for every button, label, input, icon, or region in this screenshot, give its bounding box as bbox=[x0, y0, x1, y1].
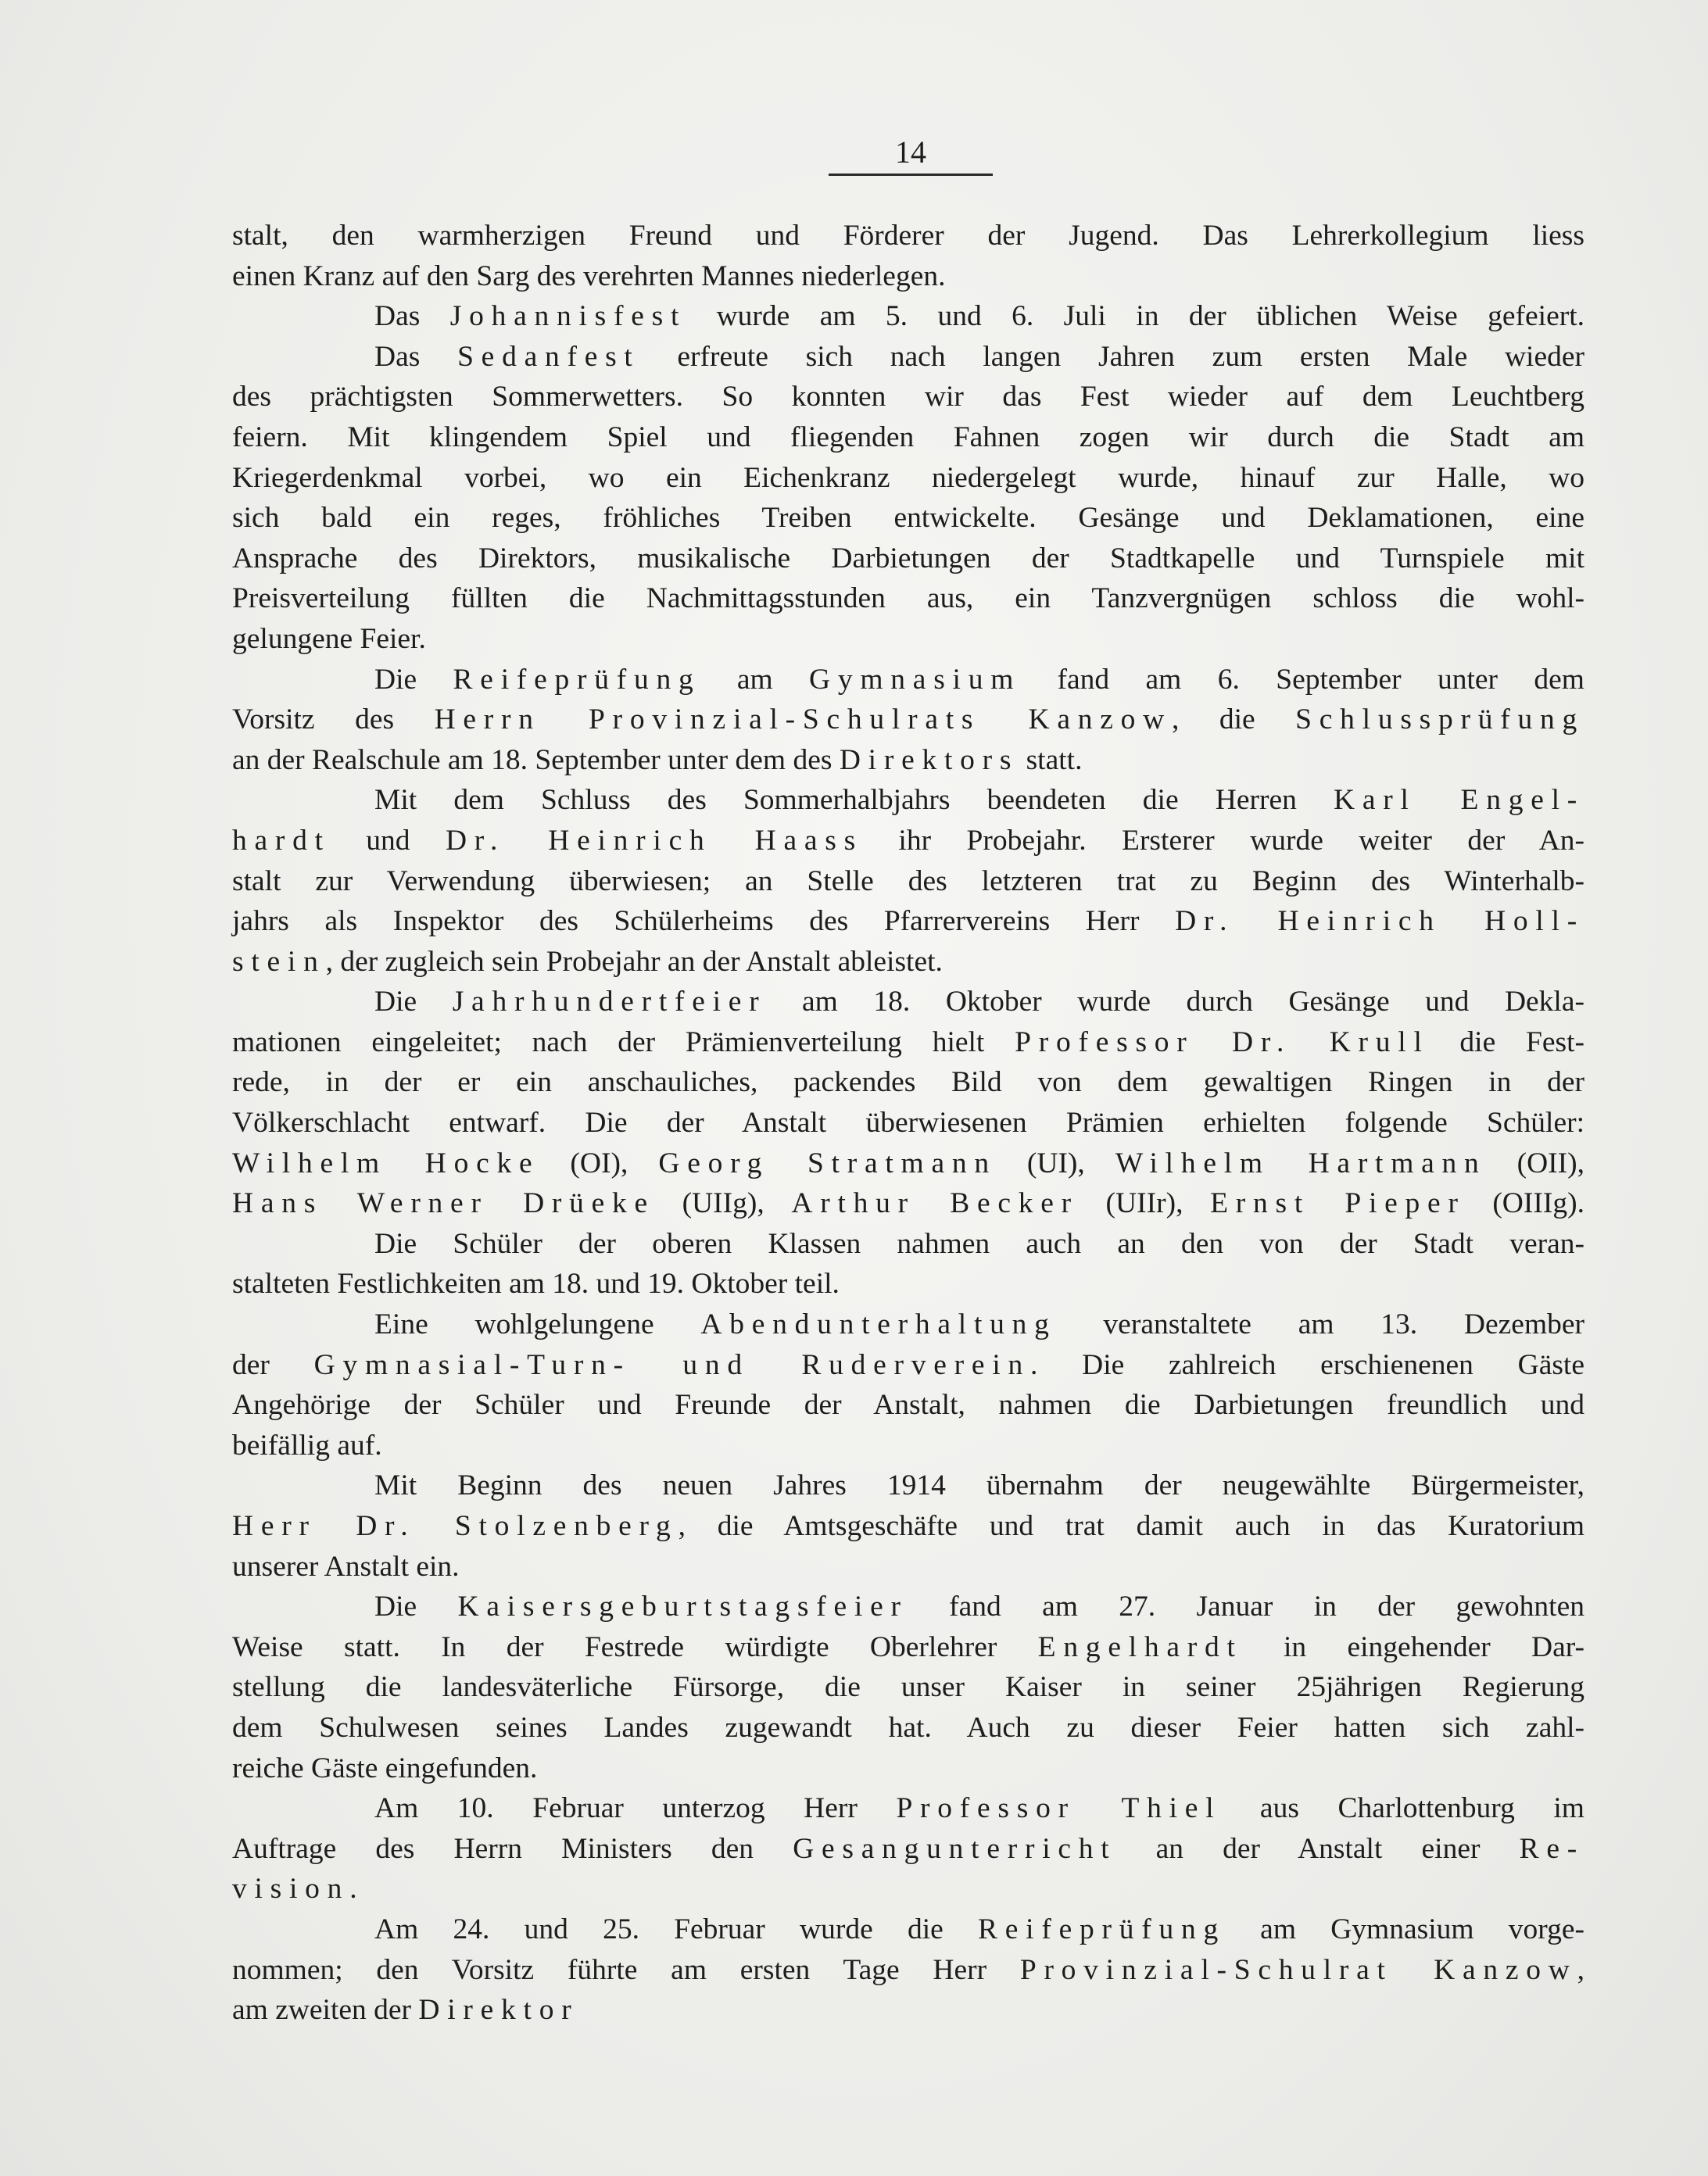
text-run: , die bbox=[1171, 703, 1296, 736]
spaced-emphasis: Provinzial-Schulrat Kanzow bbox=[1019, 1953, 1577, 1986]
text-run: am bbox=[700, 663, 810, 696]
text-run: des prächtigsten Sommerwetters. So konnten wir das Fest wieder auf dem Leuchtberg bbox=[232, 381, 1584, 413]
text-run: Die bbox=[374, 1591, 458, 1623]
text-run: am Gymnasium vorge- bbox=[1225, 1913, 1584, 1945]
text-line bbox=[232, 982, 1584, 1022]
text-line bbox=[232, 1103, 1584, 1143]
text-line bbox=[232, 1466, 1584, 1506]
text-run: stalt, den warmherzigen Freund und Förderer der Jugend. Das Lehrerkollegium liess bbox=[232, 220, 1584, 252]
text-run: an der Realschule am 18. September unter dem des bbox=[232, 743, 840, 776]
spaced-emphasis: Wilhelm Hartmann bbox=[1115, 1147, 1487, 1179]
text-run: rede, in der er ein anschauliches, packendes Bild von dem gewaltigen Ringen in der bbox=[232, 1066, 1584, 1099]
text-run: aus Charlottenburg im bbox=[1221, 1792, 1584, 1825]
text-run: Mit Beginn des neuen Jahres 1914 übernahm der neugewählte Bürgermeister, bbox=[374, 1469, 1584, 1502]
text-line bbox=[232, 1950, 1584, 1991]
text-run: der bbox=[232, 1348, 314, 1381]
text-run: Am 10. Februar unterzog Herr bbox=[374, 1792, 897, 1825]
text-line bbox=[232, 1748, 1584, 1789]
spaced-emphasis: Re- bbox=[1519, 1832, 1584, 1865]
page-number: 14 bbox=[895, 134, 926, 170]
text-run: Die Schüler der oberen Klassen nahmen auch an den von der Stadt veran- bbox=[374, 1227, 1584, 1260]
text-run: Das bbox=[374, 340, 458, 373]
text-line bbox=[232, 780, 1584, 821]
text-run: (UI), bbox=[996, 1147, 1115, 1179]
text-run: am zweiten der bbox=[232, 1994, 419, 2027]
text-line bbox=[232, 1506, 1584, 1547]
text-line bbox=[232, 901, 1584, 942]
text-run: die Fest- bbox=[1429, 1025, 1584, 1058]
spaced-emphasis: Kaisersgeburtstagsfeier bbox=[457, 1591, 908, 1623]
spaced-emphasis: Wilhelm Hocke bbox=[232, 1147, 540, 1179]
text-line bbox=[232, 821, 1584, 861]
spaced-emphasis: Gesangunterricht bbox=[793, 1832, 1117, 1865]
text-run: (OI), bbox=[539, 1147, 659, 1179]
text-run: . Die zahlreich erschienenen Gäste bbox=[1030, 1348, 1584, 1381]
spaced-emphasis: Direktor bbox=[418, 1994, 579, 2027]
text-run: Angehörige der Schüler und Freunde der Anstalt, nahmen die Darbietungen freundlich und bbox=[232, 1389, 1584, 1422]
text-run: wurde am 5. und 6. Juli in der üblichen Weise gefeiert. bbox=[686, 300, 1584, 333]
text-run: erfreute sich nach langen Jahren zum ersten Male wieder bbox=[639, 340, 1584, 373]
spaced-emphasis: Johannisfest bbox=[449, 300, 687, 333]
text-line bbox=[232, 1990, 1584, 2031]
spaced-emphasis: Engelhardt bbox=[1037, 1630, 1243, 1663]
spaced-emphasis: Dr. Heinrich Holl- bbox=[1175, 905, 1584, 938]
spaced-emphasis: Reifeprüfung bbox=[453, 663, 701, 696]
text-run: fand am 27. Januar in der gewohnten bbox=[908, 1591, 1584, 1623]
text-run: nommen; den Vorsitz führte am ersten Tage Herr bbox=[232, 1953, 1020, 1986]
text-run: , bbox=[1577, 1953, 1585, 1986]
text-run: , der zugleich sein Probejahr an der Anstalt ableistet. bbox=[325, 945, 943, 978]
spaced-emphasis: Georg Stratmann bbox=[658, 1147, 997, 1179]
text-run: jahrs als Inspektor des Schülerheims des Pfarrervereins Herr bbox=[232, 905, 1176, 938]
text-line bbox=[232, 1909, 1584, 1950]
text-line bbox=[232, 740, 1584, 781]
text-line bbox=[232, 1183, 1584, 1224]
spaced-emphasis: Herr Dr. Stolzenberg bbox=[232, 1510, 679, 1542]
text-line bbox=[232, 1062, 1584, 1103]
text-line bbox=[232, 417, 1584, 458]
text-line bbox=[232, 619, 1584, 660]
text-run: einen Kranz auf den Sarg des verehrten Mannes niederlegen. bbox=[232, 259, 946, 292]
text-run: Völkerschlacht entwarf. Die der Anstalt überwiesenen Prämien erhielten folgende Schüler: bbox=[232, 1107, 1584, 1140]
spaced-emphasis: Karl Engel- bbox=[1334, 784, 1584, 817]
spaced-emphasis: Dr. Heinrich Haass bbox=[445, 824, 863, 857]
text-line bbox=[232, 1143, 1584, 1184]
spaced-emphasis: hardt bbox=[232, 824, 331, 857]
text-line bbox=[232, 942, 1584, 982]
spaced-emphasis: Professor Thiel bbox=[896, 1792, 1222, 1825]
text-run: reiche Gäste eingefunden. bbox=[232, 1752, 538, 1784]
text-run: Mit dem Schluss des Sommerhalbjahrs beendeten die Herren bbox=[374, 784, 1334, 817]
text-run: Kriegerdenkmal vorbei, wo ein Eichenkranz niedergelegt wurde, hinauf zur Halle, wo bbox=[232, 461, 1584, 494]
text-run: Die bbox=[374, 986, 453, 1018]
text-line bbox=[232, 1587, 1584, 1627]
text-run: stalt zur Verwendung überwiesen; an Stelle des letzteren trat zu Beginn des Winterhalb- bbox=[232, 864, 1584, 897]
text-line bbox=[232, 337, 1584, 378]
text-run: Ansprache des Direktors, musikalische Darbietungen der Stadtkapelle und Turnspiele mit bbox=[232, 542, 1584, 574]
text-line bbox=[232, 458, 1584, 499]
text-line bbox=[232, 1426, 1584, 1466]
text-line bbox=[232, 216, 1584, 256]
text-run: unserer Anstalt ein. bbox=[232, 1550, 460, 1583]
spaced-emphasis: vision bbox=[232, 1873, 350, 1906]
text-line bbox=[232, 1305, 1584, 1345]
text-run: Das bbox=[374, 300, 450, 333]
text-line bbox=[232, 498, 1584, 539]
spaced-emphasis: Gymnasial-Turn- und Ruderverein bbox=[313, 1348, 1030, 1381]
text-line bbox=[232, 1869, 1584, 1909]
spaced-emphasis: Professor Dr. Krull bbox=[1015, 1025, 1430, 1058]
spaced-emphasis: Reifeprüfung bbox=[978, 1913, 1226, 1945]
text-line bbox=[232, 1547, 1584, 1587]
text-run: Weise statt. In der Festrede würdigte Oberlehrer bbox=[232, 1630, 1038, 1663]
text-run: an der Anstalt einer bbox=[1116, 1832, 1520, 1865]
text-run: sich bald ein reges, fröhliches Treiben entwickelte. Gesänge und Deklamationen, eine bbox=[232, 502, 1584, 535]
text-line bbox=[232, 256, 1584, 297]
text-run: veranstaltete am 13. Dezember bbox=[1056, 1308, 1585, 1341]
text-run: statt. bbox=[1019, 743, 1083, 776]
text-line bbox=[232, 539, 1584, 579]
text-run: am 18. Oktober wurde durch Gesänge und Dekla- bbox=[766, 986, 1584, 1018]
text-run: (OII), bbox=[1486, 1147, 1584, 1179]
spaced-emphasis: Ernst Pieper bbox=[1210, 1187, 1466, 1220]
text-run: ihr Probejahr. Ersterer wurde weiter der An- bbox=[862, 824, 1585, 857]
text-line bbox=[232, 660, 1584, 700]
text-line bbox=[232, 1788, 1584, 1829]
spaced-emphasis: Hans Werner Drüeke bbox=[232, 1187, 655, 1220]
text-run: stellung die landesväterliche Fürsorge, die unser Kaiser in seiner 25jährigen Regierung bbox=[232, 1671, 1584, 1704]
text-run: Die bbox=[374, 663, 453, 696]
text-run: mationen eingeleitet; nach der Prämienverteilung hielt bbox=[232, 1025, 1015, 1058]
spaced-emphasis: Herrn Provinzial-Schulrats Kanzow bbox=[434, 703, 1172, 736]
text-run: und bbox=[330, 824, 446, 857]
text-run: . bbox=[349, 1873, 357, 1906]
spaced-emphasis: stein bbox=[232, 945, 326, 978]
spaced-emphasis: Arthur Becker bbox=[791, 1187, 1079, 1220]
text-run: Vorsitz des bbox=[232, 703, 435, 736]
text-line bbox=[232, 1224, 1584, 1265]
text-run: , die Amtsgeschäfte und trat damit auch in das Kuratorium bbox=[678, 1510, 1584, 1542]
page-number-rule bbox=[829, 174, 993, 176]
spaced-emphasis: Sedanfest bbox=[457, 340, 640, 373]
text-run: stalteten Festlichkeiten am 18. und 19. Oktober teil. bbox=[232, 1268, 840, 1301]
text-run: (UIIg), bbox=[654, 1187, 792, 1220]
text-line bbox=[232, 1385, 1584, 1426]
text-run: Preisverteilung füllten die Nachmittagsstunden aus, ein Tanzvergnügen schloss die wohl- bbox=[232, 582, 1584, 615]
spaced-emphasis: Jahrhundertfeier bbox=[452, 986, 767, 1018]
text-run: dem Schulwesen seines Landes zugewandt hat. Auch zu dieser Feier hatten sich zahl- bbox=[232, 1711, 1584, 1744]
spaced-emphasis: Abendunterhaltung bbox=[700, 1308, 1057, 1341]
text-run: in eingehender Dar- bbox=[1242, 1630, 1584, 1663]
text-run: (OIIIg). bbox=[1465, 1187, 1584, 1220]
text-line bbox=[232, 1667, 1584, 1708]
text-run: Am 24. und 25. Februar wurde die bbox=[374, 1913, 979, 1945]
text-run: gelungene Feier. bbox=[232, 622, 426, 655]
text-run: Eine wohlgelungene bbox=[374, 1308, 701, 1341]
text-line bbox=[232, 1708, 1584, 1748]
text-line bbox=[232, 1022, 1584, 1063]
text-run: Auftrage des Herrn Ministers den bbox=[232, 1832, 793, 1865]
text-line bbox=[232, 861, 1584, 902]
text-run: (UIIr), bbox=[1078, 1187, 1211, 1220]
text-line bbox=[232, 578, 1584, 619]
text-line bbox=[232, 296, 1584, 337]
spaced-emphasis: Gymnasium bbox=[809, 663, 1022, 696]
text-line bbox=[232, 377, 1584, 417]
text-line bbox=[232, 1829, 1584, 1870]
text-line bbox=[232, 700, 1584, 740]
text-run: beifällig auf. bbox=[232, 1429, 382, 1462]
spaced-emphasis: Schlussprüfung bbox=[1295, 703, 1584, 736]
spaced-emphasis: Direktors bbox=[839, 743, 1019, 776]
text-line bbox=[232, 1345, 1584, 1386]
text-line bbox=[232, 1264, 1584, 1305]
text-run: fand am 6. September unter dem bbox=[1021, 663, 1584, 696]
text-run: feiern. Mit klingendem Spiel und fliegenden Fahnen zogen wir durch die Stadt am bbox=[232, 421, 1584, 453]
text-line bbox=[232, 1627, 1584, 1668]
body-text bbox=[232, 216, 1584, 2031]
